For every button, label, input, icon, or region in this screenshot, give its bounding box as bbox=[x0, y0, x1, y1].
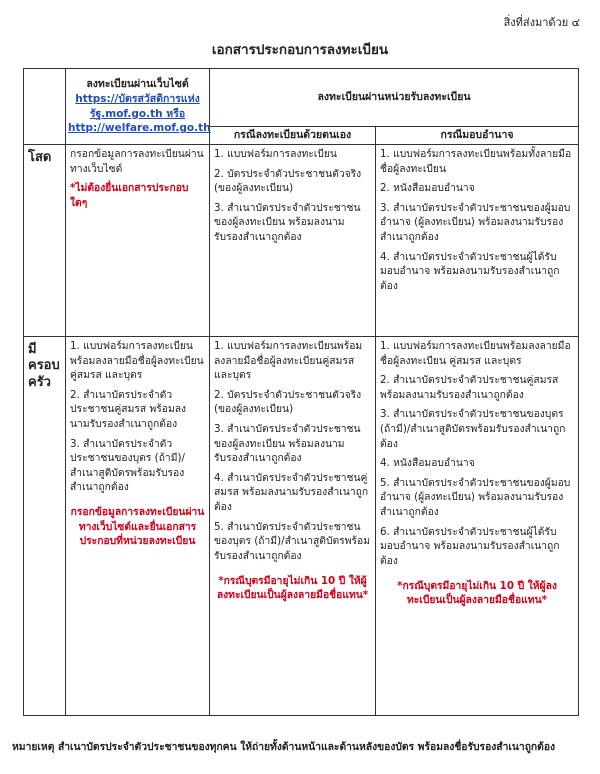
single-web-item: กรอกข้อมูลการลงทะเบียนผ่านทางเว็บไซต์ bbox=[70, 148, 204, 175]
header-web-title: ลงทะเบียนผ่านเว็บไซต์ bbox=[86, 77, 189, 90]
family-proxy-cell bbox=[376, 337, 579, 716]
family-web-cell bbox=[66, 337, 210, 716]
single-self-item: 2. บัตรประจำตัวประชาชนตัวจริง (ของผู้ลงทะเบียน) bbox=[214, 167, 362, 195]
family-self-item: 1. แบบฟอร์มการลงทะเบียนพร้อมลงลายมือชื่อผู้ลงทะเบียนคู่สมรส และบุตร bbox=[214, 340, 363, 382]
single-web-cell bbox=[66, 145, 210, 337]
family-proxy-item: 4. หนังสือมอบอำนาจ bbox=[380, 457, 475, 470]
page-title: เอกสารประกอบการลงทะเบียน bbox=[211, 42, 389, 58]
family-proxy-item: 2. สำเนาบัตรประจำตัวประชาชนคู่สมรสพร้อมลงนามรับรองสำเนาถูกต้อง bbox=[380, 374, 559, 401]
family-proxy-item: 1. แบบฟอร์มการลงทะเบียนพร้อมลงลายมือชื่อผู้ลงทะเบียน คู่สมรส และบุตร bbox=[380, 340, 571, 367]
single-web-note: *ไม่ต้องยื่นเอกสารประกอบใดๆ bbox=[70, 182, 189, 209]
row-family bbox=[24, 337, 579, 716]
single-proxy-item: 4. สำเนาบัตรประจำตัวประชาชนผู้ได้รับมอบอำนาจ พร้อมลงนามรับรองสำเนาถูกต้อง bbox=[380, 250, 560, 292]
row-label-family-line: ครอบ bbox=[28, 358, 60, 374]
header-unit: ลงทะเบียนผ่านหน่วยรับลงทะเบียน bbox=[210, 69, 579, 127]
family-proxy-note: *กรณีบุตรมีอายุไม่เกิน 10 ปี ให้ผู้ลงทะเบียนเป็นผู้ลงลายมือชื่อแทน* bbox=[397, 579, 557, 607]
row-label-family-line: มี bbox=[28, 342, 37, 357]
single-proxy-item: 2. หนังสือมอบอำนาจ bbox=[380, 182, 475, 195]
row-label-single: โสด bbox=[24, 145, 66, 337]
welfare-thai-link[interactable]: https://บัตรสวัสดิการแห่งรัฐ.mof.go.th หรือ bbox=[75, 92, 200, 120]
attachment-label: สิ่งที่ส่งมาด้วย ๔ bbox=[503, 16, 580, 29]
family-proxy-item: 6. สำเนาบัตรประจำตัวประชาชนผู้ได้รับมอบอำนาจ พร้อมลงนามรับรองสำเนาถูกต้อง bbox=[380, 525, 560, 567]
family-proxy-item: 5. สำเนาบัตรประจำตัวประชาชนของผู้มอบอำนาจ (ผู้ลงทะเบียน) พร้อมลงนามรับรองสำเนาถูกต้อง bbox=[380, 476, 571, 519]
family-self-item: 4. สำเนาบัตรประจำตัวประชาชนคู่สมรส พร้อมลงนามรับรองสำเนาถูกต้อง bbox=[214, 471, 369, 514]
single-proxy-cell bbox=[376, 145, 579, 337]
registration-documents-table bbox=[23, 68, 579, 716]
single-proxy-item: 3. สำเนาบัตรประจำตัวประชาชนของผู้มอบอำนาจ (ผู้ลงทะเบียน) พร้อมลงนามรับรองสำเนาถูกต้อง bbox=[380, 201, 571, 244]
family-web-note: กรอกข้อมูลการลงทะเบียนผ่านทางเว็บไซต์และยื่นเอกสารประกอบที่หน่วยลงทะเบียน bbox=[70, 506, 205, 548]
single-self-cell bbox=[210, 145, 376, 337]
header-self: กรณีลงทะเบียนด้วยตนเอง bbox=[210, 127, 376, 145]
family-self-item: 5. สำเนาบัตรประจำตัวประชาชนของบุตร (ถ้ามี)/สำเนาสูติบัตรพร้อมรับรองสำเนาถูกต้อง bbox=[214, 520, 371, 562]
single-self-item: 3. สำเนาบัตรประจำตัวประชาชนของผู้ลงทะเบียน พร้อมลงนามรับรองสำเนาถูกต้อง bbox=[214, 201, 361, 244]
family-proxy-item: 3. สำเนาบัตรประจำตัวประชาชนของบุตร (ถ้ามี)/สำเนาสูติบัตรพร้อมรับรองสำเนาถูกต้อง bbox=[380, 408, 566, 450]
family-self-cell bbox=[210, 337, 376, 716]
family-web-item: 2. สำเนาบัตรประจำตัวประชาชนคู่สมรส พร้อมลงนามรับรองสำเนาถูกต้อง bbox=[70, 388, 187, 431]
family-self-note: *กรณีบุตรมีอายุไม่เกิน 10 ปี ให้ผู้ลงทะเบียนเป็นผู้ลงลายมือชื่อแทน* bbox=[216, 574, 369, 602]
family-self-item: 2. บัตรประจำตัวประชาชนตัวจริง (ของผู้ลงทะเบียน) bbox=[214, 388, 362, 416]
header-proxy: กรณีมอบอำนาจ bbox=[376, 127, 579, 145]
welfare-link[interactable]: http://welfare.mof.go.th bbox=[68, 122, 211, 135]
single-proxy-item: 1. แบบฟอร์มการลงทะเบียนพร้อมทั้งลายมือชื่อผู้ลงทะเบียน bbox=[380, 148, 572, 175]
footnote: หมายเหตุ สำเนาบัตรประจำตัวประชาชนของทุกคน ให้ถ่ายทั้งด้านหน้าและด้านหลังของบัตร พร้อมลงชื่อรับรองสำเนาถูกต้อง bbox=[12, 741, 556, 753]
row-label-family-line: ครัว bbox=[28, 374, 51, 390]
corner-cell bbox=[24, 69, 66, 145]
single-self-item: 1. แบบฟอร์มการลงทะเบียน bbox=[214, 148, 337, 160]
row-label-family bbox=[24, 337, 66, 716]
family-self-item: 3. สำเนาบัตรประจำตัวประชาชนของผู้ลงทะเบียน พร้อมลงนามรับรองสำเนาถูกต้อง bbox=[214, 423, 361, 465]
family-web-item: 1. แบบฟอร์มการลงทะเบียนพร้อมลงลายมือชื่อผู้ลงทะเบียนคู่สมรส และบุตร bbox=[70, 340, 204, 382]
family-web-item: 3. สำเนาบัตรประจำตัวประชาชนของบุตร (ถ้ามี)/สำเนาสูติบัตรพร้อมรับรองสำเนาถูกต้อง bbox=[70, 437, 185, 494]
header-web bbox=[66, 69, 210, 145]
row-single bbox=[24, 145, 579, 337]
